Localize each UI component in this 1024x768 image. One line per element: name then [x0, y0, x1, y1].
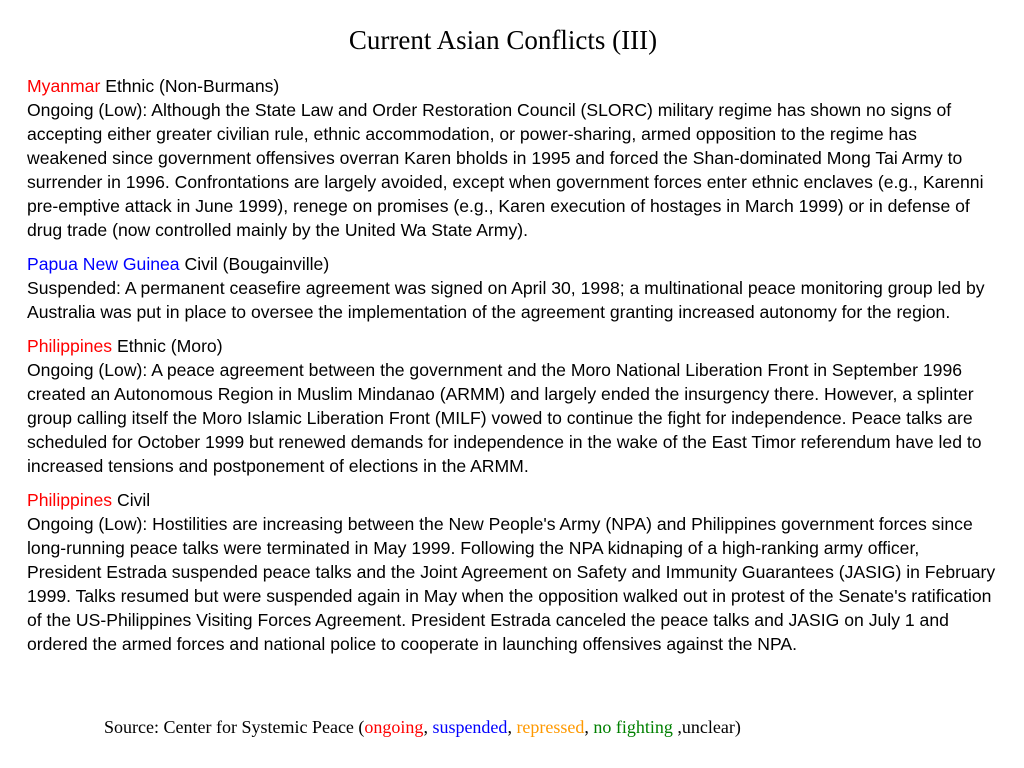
legend-separator: , — [423, 717, 433, 737]
country-name: Philippines — [27, 336, 113, 356]
conflict-type: Ethnic (Moro) — [116, 336, 223, 356]
conflict-heading — [27, 334, 997, 358]
conflict-type: Civil — [116, 490, 151, 510]
country-name: Philippines — [27, 490, 113, 510]
conflict-entry-philippines-civil — [27, 488, 997, 656]
legend-suspended: suspended — [432, 717, 508, 737]
legend-separator: , — [507, 717, 517, 737]
conflict-type: Ethnic (Non-Burmans) — [105, 76, 280, 96]
legend-repressed: repressed — [516, 717, 585, 737]
conflict-entry-papua-new-guinea — [27, 252, 997, 324]
conflict-heading — [27, 74, 997, 98]
conflict-list — [27, 74, 997, 666]
conflict-entry-myanmar — [27, 74, 997, 242]
country-name: Papua New Guinea — [27, 254, 180, 274]
country-name: Myanmar — [27, 76, 101, 96]
conflict-heading — [27, 488, 997, 512]
conflict-entry-philippines-moro — [27, 334, 997, 478]
page-title: Current Asian Conflicts (III) — [348, 25, 658, 55]
conflict-heading — [27, 252, 997, 276]
source-footnote — [104, 716, 741, 738]
conflict-description: Ongoing (Low): Although the State Law and Order Restoration Council (SLORC) military regime has shown no signs of accepting either greater civilian rule, ethnic accommodation, or power-sharing, armed opposition to the regime has weakened since government offensives overran Karen bholds in 1995 and forced the Shan-dominated Mong Tai Army to surrender in 1996. Confrontations are largely avoided, except when government forces enter ethnic enclaves (e.g., Karenni pre-emptive attack in June 1999), renege on promises (e.g., Karen execution of hostages in March 1999) or in defense of drug trade (now controlled mainly by the United Wa State Army). — [27, 100, 984, 240]
source-suffix: ,unclear) — [672, 717, 741, 737]
conflict-description: Suspended: A permanent ceasefire agreement was signed on April 30, 1998; a multinational peace monitoring group led by Australia was put in place to oversee the implementation of the agreement granting increased autonomy for the region. — [27, 278, 985, 322]
conflict-description: Ongoing (Low): Hostilities are increasing between the New People's Army (NPA) and Philippines government forces since long-running peace talks were terminated in May 1999. Following the NPA kidnaping of a high-ranking army officer, President Estrada suspended peace talks and the Joint Agreement on Safety and Immunity Guarantees (JASIG) in February 1999. Talks resumed but were suspended again in May when the opposition walked out in protest of the Senate's ratification of the US-Philippines Visiting Forces Agreement. President Estrada canceled the peace talks and JASIG on July 1 and ordered the armed forces and national police to cooperate in launching offensives against the NPA. — [27, 514, 996, 654]
source-prefix: Source: Center for Systemic Peace ( — [104, 717, 365, 737]
conflict-type: Civil (Bougainville) — [184, 254, 330, 274]
legend-ongoing: ongoing — [364, 717, 424, 737]
legend-no-fighting: no fighting — [593, 717, 673, 737]
legend-separator: , — [584, 717, 594, 737]
conflict-description: Ongoing (Low): A peace agreement between the government and the Moro National Liberation Front in September 1996 created an Autonomous Region in Muslim Mindanao (ARMM) and largely ended the insurgency there. However, a splinter group calling itself the Moro Islamic Liberation Front (MILF) vowed to continue the fight for independence. Peace talks are scheduled for October 1999 but renewed demands for independence in the wake of the East Timor referendum have led to increased tensions and postponement of elections in the ARMM. — [27, 360, 982, 476]
